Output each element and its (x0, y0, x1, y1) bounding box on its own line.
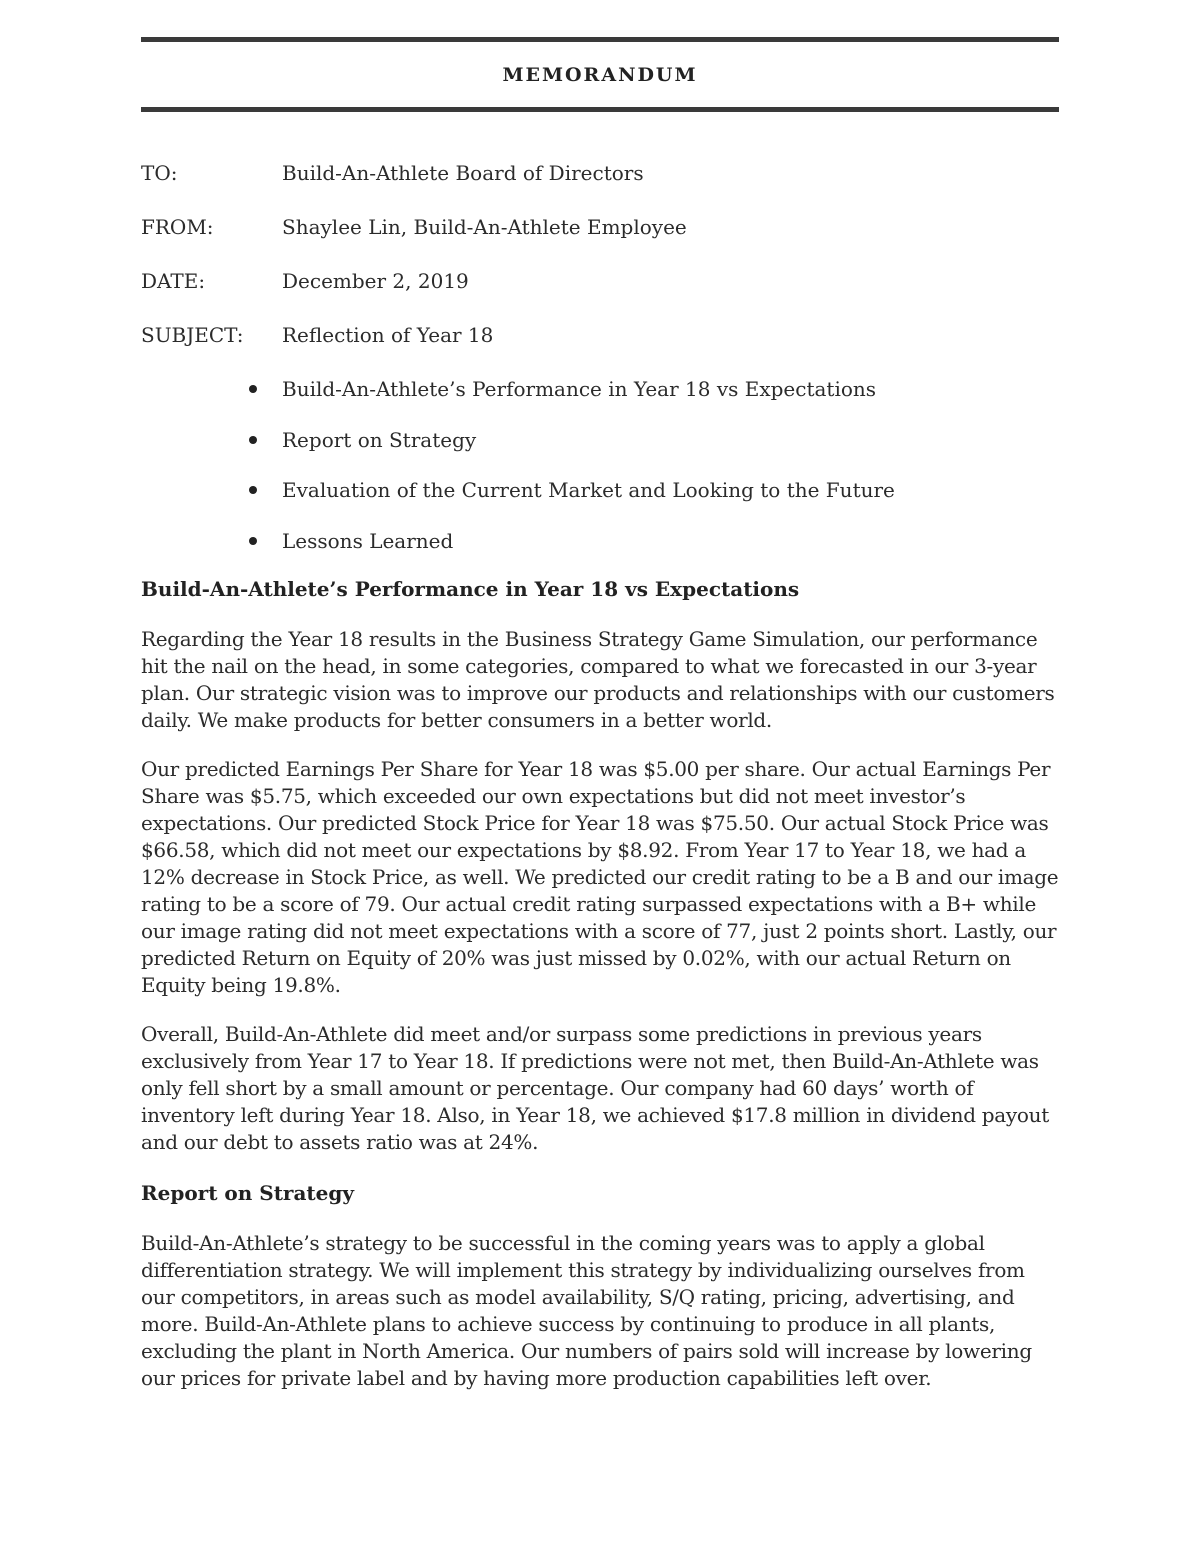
bottom-rule (141, 107, 1059, 112)
agenda-item-label: Build-An-Athlete’s Performance in Year 18 vs Expectations (282, 377, 877, 401)
agenda-item (141, 427, 1059, 478)
strategy-heading: Report on Strategy (141, 1181, 354, 1205)
from-label: FROM: (141, 215, 214, 239)
date-row (141, 268, 1059, 322)
performance-heading: Build-An-Athlete’s Performance in Year 18 vs Expectations (141, 577, 800, 601)
date-label: DATE: (141, 269, 206, 293)
to-label: TO: (141, 161, 178, 185)
subject-row (141, 322, 1059, 376)
subject-label: SUBJECT: (141, 323, 244, 347)
from-value: Shaylee Lin, Build-An-Athlete Employee (282, 215, 687, 239)
to-row (141, 160, 1059, 214)
bullet-icon (249, 385, 257, 393)
agenda-item-label: Evaluation of the Current Market and Looking to the Future (282, 478, 895, 502)
strategy-paragraph-1: Build-An-Athlete’s strategy to be successful in the coming years was to apply a global differentiation strategy. We will implement this strategy by individualizing ourselves from our competitors, in areas such as model availability, S/Q rating, pricing, advertising, and more. Build-An-Athlete plans to achieve success by continuing to produce in all plants, excluding the plant in North America. Our numbers of pairs sold will increase by lowering our prices for private label and by having more production capabilities left over. (141, 1231, 1032, 1390)
agenda-item-label: Report on Strategy (282, 427, 477, 452)
agenda-item (141, 376, 1059, 427)
top-rule (141, 37, 1059, 42)
memo-title: MEMORANDUM (502, 64, 698, 86)
bullet-icon (249, 537, 257, 545)
agenda-list (141, 376, 1059, 578)
to-value: Build-An-Athlete Board of Directors (282, 161, 644, 185)
memo-page (141, 37, 1059, 1392)
agenda-item-label: Lessons Learned (282, 528, 454, 553)
agenda-item (141, 477, 1059, 528)
bullet-icon (249, 486, 257, 494)
performance-paragraph-2: Our predicted Earnings Per Share for Year 18 was $5.00 per share. Our actual Earnings Per Share was $5.75, which exceeded our own expectations but did not meet investor’s expectations. Our predicted Stock Price for Year 18 was $75.50. Our actual Stock Price was $66.58, which did not meet our expectations by $8.92. From Year 17 to Year 18, we had a 12% decrease in Stock Price, as well. We predicted our credit rating to be a B and our image rating to be a score of 79. Our actual credit rating surpassed expectations with a B+ while our image rating did not meet expectations with a score of 77, just 2 points short. Lastly, our predicted Return on Equity of 20% was just missed by 0.02%, with our actual Return on Equity being 19.8%. (141, 757, 1059, 997)
agenda-item (141, 528, 1059, 579)
memo-header (141, 160, 1059, 376)
date-value: December 2, 2019 (282, 269, 469, 293)
performance-paragraph-1: Regarding the Year 18 results in the Business Strategy Game Simulation, our performance hit the nail on the head, in some categories, compared to what we forecasted in our 3-year plan. Our strategic vision was to improve our products and relationships with our customers daily. We make products for better consumers in a better world. (141, 627, 1055, 732)
performance-paragraph-3: Overall, Build-An-Athlete did meet and/or surpass some predictions in previous years exclusively from Year 17 to Year 18. If predictions were not met, then Build-An-Athlete was only fell short by a small amount or percentage. Our company had 60 days’ worth of inventory left during Year 18. Also, in Year 18, we achieved $17.8 million in dividend payout and our debt to assets ratio was at 24%. (141, 1022, 1049, 1154)
subject-value: Reflection of Year 18 (282, 323, 494, 347)
from-row (141, 214, 1059, 268)
bullet-icon (249, 436, 257, 444)
